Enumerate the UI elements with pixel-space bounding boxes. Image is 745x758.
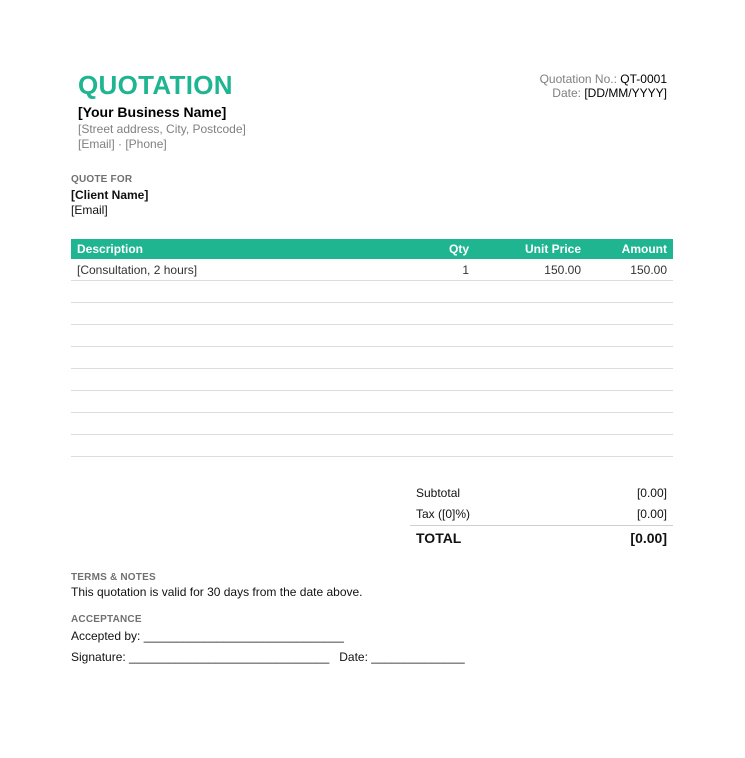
cell-description: [Consultation, 2 hours] [71, 259, 383, 281]
cell-qty [383, 435, 475, 457]
cell-qty: 1 [383, 259, 475, 281]
table-row [71, 259, 673, 281]
business-name: [Your Business Name] [78, 104, 227, 120]
table-row [71, 369, 673, 391]
cell-amount [587, 347, 673, 369]
cell-qty [383, 413, 475, 435]
table-row [71, 325, 673, 347]
tax-value: [0.00] [636, 506, 667, 521]
cell-qty [383, 369, 475, 391]
cell-unit-price [475, 303, 587, 325]
cell-description [71, 347, 383, 369]
cell-description [71, 281, 383, 303]
cell-unit-price [475, 413, 587, 435]
terms-label: TERMS & NOTES [71, 572, 156, 583]
table-header-row [71, 239, 673, 259]
subtotal-label: Subtotal [416, 485, 461, 500]
cell-unit-price [475, 435, 587, 457]
cell-qty [383, 303, 475, 325]
column-header-amount: Amount [587, 239, 673, 259]
total-row [410, 525, 673, 549]
totals-block [410, 482, 673, 549]
cell-description [71, 303, 383, 325]
acceptance-label: ACCEPTANCE [71, 614, 142, 625]
cell-description [71, 369, 383, 391]
signature-date-line: Signature: ______________________________ Date: ______________ [71, 650, 465, 664]
quote-for-label: QUOTE FOR [71, 174, 133, 185]
column-header-description: Description [71, 239, 383, 259]
cell-amount [587, 413, 673, 435]
cell-qty [383, 325, 475, 347]
cell-unit-price [475, 391, 587, 413]
table-row [71, 347, 673, 369]
cell-unit-price [475, 347, 587, 369]
cell-qty [383, 391, 475, 413]
accepted-by-line: Accepted by: ______________________________ [71, 629, 344, 643]
cell-description [71, 413, 383, 435]
terms-text: This quotation is valid for 30 days from the date above. [71, 585, 363, 599]
subtotal-value: [0.00] [636, 485, 667, 500]
column-header-unit-price: Unit Price [475, 239, 587, 259]
quote-date-label: Date: [552, 86, 581, 100]
quote-number-line [540, 72, 667, 86]
cell-amount [587, 435, 673, 457]
cell-unit-price [475, 281, 587, 303]
cell-description [71, 325, 383, 347]
cell-amount [587, 369, 673, 391]
quote-meta [540, 72, 667, 100]
business-address: [Street address, City, Postcode] [78, 122, 246, 136]
cell-description [71, 391, 383, 413]
quote-date-line [540, 86, 667, 100]
subtotal-row [410, 482, 673, 503]
table-row [71, 281, 673, 303]
cell-description [71, 435, 383, 457]
cell-qty [383, 347, 475, 369]
client-name: [Client Name] [71, 188, 149, 202]
cell-amount [587, 303, 673, 325]
cell-amount [587, 325, 673, 347]
cell-amount [587, 391, 673, 413]
quote-date-value: [DD/MM/YYYY] [584, 86, 667, 100]
document-title: QUOTATION [78, 70, 233, 100]
cell-amount [587, 281, 673, 303]
table-row [71, 391, 673, 413]
table-row [71, 303, 673, 325]
line-items-table [71, 239, 673, 457]
cell-qty [383, 281, 475, 303]
table-row [71, 435, 673, 457]
cell-unit-price: 150.00 [475, 259, 587, 281]
cell-amount: 150.00 [587, 259, 673, 281]
business-contact: [Email] · [Phone] [78, 137, 167, 151]
cell-unit-price [475, 369, 587, 391]
total-label: TOTAL [416, 529, 462, 546]
column-header-qty: Qty [383, 239, 475, 259]
client-email: [Email] [71, 203, 108, 217]
cell-unit-price [475, 325, 587, 347]
tax-row [410, 503, 673, 524]
table-row [71, 413, 673, 435]
total-value: [0.00] [630, 529, 667, 546]
quote-number-value: QT-0001 [620, 72, 667, 86]
tax-label: Tax ([0]%) [416, 506, 471, 521]
quote-number-label: Quotation No.: [539, 72, 617, 86]
